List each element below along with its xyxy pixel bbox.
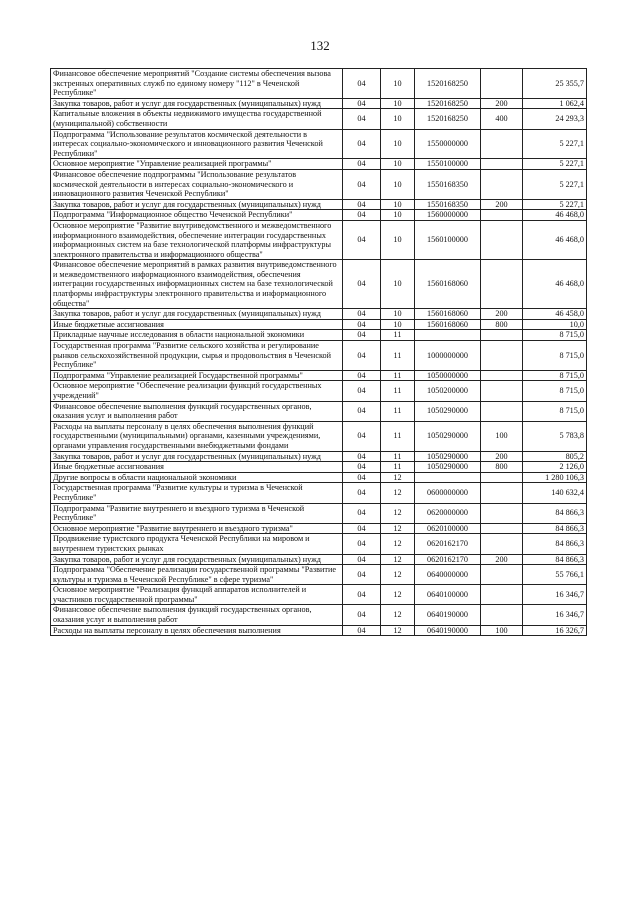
row-expense-type-cell: [481, 260, 523, 309]
row-name-cell: Иные бюджетные ассигнования: [51, 319, 343, 330]
row-amount-cell: 1 062,4: [523, 98, 587, 109]
row-amount-cell: 25 355,7: [523, 69, 587, 99]
table-row: [51, 69, 587, 99]
row-target-article-cell: 1050290000: [415, 462, 481, 473]
row-target-article-cell: 0620162170: [415, 534, 481, 554]
row-expense-type-cell: 800: [481, 462, 523, 473]
table-row: [51, 159, 587, 170]
row-name-cell: Подпрограмма "Обеспечение реализации государственной программы "Развитие культуры и туризма в Чеченской Республике" в сфере туризма": [51, 565, 343, 585]
table-row: [51, 483, 587, 503]
row-subsection-cell: 10: [381, 169, 415, 199]
table-row: [51, 309, 587, 320]
table-row: [51, 370, 587, 381]
row-target-article-cell: 0640000000: [415, 565, 481, 585]
row-expense-type-cell: 200: [481, 309, 523, 320]
row-section-cell: 04: [343, 523, 381, 534]
row-amount-cell: 5 227,1: [523, 169, 587, 199]
row-name-cell: Государственная программа "Развитие культуры и туризма в Чеченской Республике": [51, 483, 343, 503]
row-name-cell: Закупка товаров, работ и услуг для государственных (муниципальных) нужд: [51, 98, 343, 109]
row-amount-cell: 1 280 106,3: [523, 472, 587, 483]
row-target-article-cell: 0620162170: [415, 554, 481, 565]
row-section-cell: 04: [343, 585, 381, 605]
table-row: [51, 169, 587, 199]
row-expense-type-cell: [481, 523, 523, 534]
row-target-article-cell: 1550100000: [415, 159, 481, 170]
row-amount-cell: 84 866,3: [523, 523, 587, 534]
row-name-cell: Подпрограмма "Информационное общество Чеченской Республики": [51, 210, 343, 221]
row-subsection-cell: 12: [381, 534, 415, 554]
row-expense-type-cell: [481, 483, 523, 503]
row-amount-cell: 46 468,0: [523, 260, 587, 309]
row-subsection-cell: 11: [381, 451, 415, 462]
row-section-cell: 04: [343, 98, 381, 109]
row-target-article-cell: 0600000000: [415, 483, 481, 503]
budget-table-body: [51, 69, 587, 636]
row-name-cell: Расходы на выплаты персоналу в целях обеспечения выполнения функций государственными (муниципальными) органами, казенными учреждениями, органами управления государственными внебюджетными фондами: [51, 421, 343, 451]
row-amount-cell: 5 783,8: [523, 421, 587, 451]
row-section-cell: 04: [343, 472, 381, 483]
row-section-cell: 04: [343, 605, 381, 625]
row-target-article-cell: 0620000000: [415, 503, 481, 523]
row-expense-type-cell: [481, 169, 523, 199]
row-expense-type-cell: 800: [481, 319, 523, 330]
row-name-cell: Закупка товаров, работ и услуг для государственных (муниципальных) нужд: [51, 199, 343, 210]
row-section-cell: 04: [343, 625, 381, 636]
row-expense-type-cell: 200: [481, 451, 523, 462]
table-row: [51, 210, 587, 221]
row-subsection-cell: 11: [381, 330, 415, 341]
row-section-cell: 04: [343, 483, 381, 503]
row-section-cell: 04: [343, 169, 381, 199]
row-amount-cell: 10,0: [523, 319, 587, 330]
row-section-cell: 04: [343, 462, 381, 473]
row-name-cell: Государственная программа "Развитие сельского хозяйства и регулирование рынков сельскохозяйственной продукции, сырья и продовольствия в Чеченской Республике": [51, 341, 343, 371]
row-target-article-cell: 0640190000: [415, 625, 481, 636]
row-section-cell: 04: [343, 381, 381, 401]
row-name-cell: Основное мероприятие "Управление реализацией программы": [51, 159, 343, 170]
row-target-article-cell: 1000000000: [415, 341, 481, 371]
row-expense-type-cell: 400: [481, 109, 523, 129]
row-expense-type-cell: [481, 401, 523, 421]
row-expense-type-cell: 100: [481, 625, 523, 636]
table-row: [51, 330, 587, 341]
row-amount-cell: 805,2: [523, 451, 587, 462]
row-amount-cell: 84 866,3: [523, 534, 587, 554]
row-subsection-cell: 12: [381, 554, 415, 565]
table-row: [51, 421, 587, 451]
row-target-article-cell: 1520168250: [415, 69, 481, 99]
row-section-cell: 04: [343, 421, 381, 451]
row-target-article-cell: 1560000000: [415, 210, 481, 221]
row-name-cell: Закупка товаров, работ и услуг для государственных (муниципальных) нужд: [51, 554, 343, 565]
row-amount-cell: 2 126,0: [523, 462, 587, 473]
row-subsection-cell: 10: [381, 260, 415, 309]
table-row: [51, 534, 587, 554]
row-subsection-cell: 11: [381, 381, 415, 401]
row-target-article-cell: 1560100000: [415, 220, 481, 259]
row-amount-cell: 8 715,0: [523, 401, 587, 421]
row-expense-type-cell: [481, 210, 523, 221]
table-row: [51, 109, 587, 129]
row-section-cell: 04: [343, 401, 381, 421]
table-row: [51, 319, 587, 330]
row-amount-cell: 8 715,0: [523, 330, 587, 341]
table-row: [51, 341, 587, 371]
row-section-cell: 04: [343, 69, 381, 99]
row-subsection-cell: 10: [381, 220, 415, 259]
row-subsection-cell: 11: [381, 421, 415, 451]
row-name-cell: Финансовое обеспечение мероприятий "Создание системы обеспечения вызова экстренных оперативных служб по единому номеру "112" в Чеченской Республике": [51, 69, 343, 99]
row-expense-type-cell: [481, 585, 523, 605]
row-target-article-cell: 1050290000: [415, 421, 481, 451]
row-expense-type-cell: 100: [481, 421, 523, 451]
row-subsection-cell: 10: [381, 98, 415, 109]
table-row: [51, 129, 587, 159]
table-row: [51, 451, 587, 462]
row-amount-cell: 8 715,0: [523, 370, 587, 381]
row-subsection-cell: 10: [381, 159, 415, 170]
row-subsection-cell: 10: [381, 129, 415, 159]
row-amount-cell: 5 227,1: [523, 129, 587, 159]
row-name-cell: Другие вопросы в области национальной экономики: [51, 472, 343, 483]
row-section-cell: 04: [343, 210, 381, 221]
table-row: [51, 199, 587, 210]
row-section-cell: 04: [343, 220, 381, 259]
row-section-cell: 04: [343, 260, 381, 309]
row-amount-cell: 5 227,1: [523, 199, 587, 210]
row-section-cell: 04: [343, 199, 381, 210]
row-subsection-cell: 10: [381, 319, 415, 330]
page-number: 132: [310, 38, 330, 53]
row-name-cell: Продвижение туристского продукта Чеченской Республики на мировом и внутреннем туристских рынках: [51, 534, 343, 554]
row-expense-type-cell: 200: [481, 199, 523, 210]
row-section-cell: 04: [343, 341, 381, 371]
row-name-cell: Подпрограмма "Использование результатов космической деятельности в интересах социально-экономического и инновационного развития Чеченской Республики": [51, 129, 343, 159]
row-section-cell: 04: [343, 159, 381, 170]
table-row: [51, 472, 587, 483]
row-amount-cell: 84 866,3: [523, 554, 587, 565]
table-row: [51, 565, 587, 585]
row-amount-cell: 46 468,0: [523, 210, 587, 221]
table-row: [51, 625, 587, 636]
table-row: [51, 462, 587, 473]
table-row: [51, 503, 587, 523]
row-name-cell: Расходы на выплаты персоналу в целях обеспечения выполнения: [51, 625, 343, 636]
row-target-article-cell: 0620100000: [415, 523, 481, 534]
row-subsection-cell: 12: [381, 503, 415, 523]
row-section-cell: 04: [343, 534, 381, 554]
row-target-article-cell: [415, 330, 481, 341]
row-name-cell: Основное мероприятие "Обеспечение реализации функций государственных учреждений": [51, 381, 343, 401]
row-subsection-cell: 11: [381, 341, 415, 371]
row-expense-type-cell: 200: [481, 98, 523, 109]
row-amount-cell: 24 293,3: [523, 109, 587, 129]
row-target-article-cell: 0640100000: [415, 585, 481, 605]
row-name-cell: Прикладные научные исследования в области национальной экономики: [51, 330, 343, 341]
budget-table: [50, 68, 587, 636]
row-amount-cell: 16 346,7: [523, 585, 587, 605]
row-target-article-cell: 1560168060: [415, 319, 481, 330]
row-target-article-cell: 1050290000: [415, 401, 481, 421]
row-name-cell: Основное мероприятие "Реализация функций аппаратов исполнителей и участников государственной программы": [51, 585, 343, 605]
row-subsection-cell: 11: [381, 370, 415, 381]
row-section-cell: 04: [343, 451, 381, 462]
row-subsection-cell: 12: [381, 585, 415, 605]
row-subsection-cell: 12: [381, 565, 415, 585]
row-name-cell: Закупка товаров, работ и услуг для государственных (муниципальных) нужд: [51, 309, 343, 320]
row-target-article-cell: 1520168250: [415, 98, 481, 109]
row-target-article-cell: 1550168350: [415, 199, 481, 210]
row-target-article-cell: 1550000000: [415, 129, 481, 159]
row-name-cell: Капитальные вложения в объекты недвижимого имущества государственной (муниципальной) собственности: [51, 109, 343, 129]
row-amount-cell: 46 458,0: [523, 309, 587, 320]
row-expense-type-cell: [481, 129, 523, 159]
row-name-cell: Финансовое обеспечение подпрограммы "Использование результатов космической деятельности в интересах социально-экономического и инновационного развития Чеченской Республики": [51, 169, 343, 199]
row-amount-cell: 5 227,1: [523, 159, 587, 170]
row-section-cell: 04: [343, 129, 381, 159]
row-expense-type-cell: [481, 381, 523, 401]
table-row: [51, 220, 587, 259]
row-subsection-cell: 10: [381, 109, 415, 129]
row-target-article-cell: [415, 472, 481, 483]
row-name-cell: Финансовое обеспечение выполнения функций государственных органов, оказания услуг и выполнения работ: [51, 401, 343, 421]
row-expense-type-cell: [481, 370, 523, 381]
row-name-cell: Подпрограмма "Развитие внутреннего и въездного туризма в Чеченской Республике": [51, 503, 343, 523]
row-expense-type-cell: [481, 565, 523, 585]
row-expense-type-cell: [481, 503, 523, 523]
row-amount-cell: 8 715,0: [523, 381, 587, 401]
row-subsection-cell: 10: [381, 69, 415, 99]
row-expense-type-cell: [481, 220, 523, 259]
row-subsection-cell: 12: [381, 625, 415, 636]
table-row: [51, 381, 587, 401]
row-target-article-cell: 1050000000: [415, 370, 481, 381]
row-target-article-cell: 1560168060: [415, 309, 481, 320]
table-row: [51, 554, 587, 565]
row-target-article-cell: 1520168250: [415, 109, 481, 129]
row-section-cell: 04: [343, 109, 381, 129]
row-expense-type-cell: [481, 605, 523, 625]
row-section-cell: 04: [343, 554, 381, 565]
row-expense-type-cell: [481, 472, 523, 483]
row-target-article-cell: 1550168350: [415, 169, 481, 199]
table-row: [51, 523, 587, 534]
row-target-article-cell: 0640190000: [415, 605, 481, 625]
row-name-cell: Основное мероприятие "Развитие внутриведомственного и межведомственного информационного взаимодействия, обеспечение интеграции государственных информационных систем на базе технологической платформы инфраструктуры электронного правительства и информационного общества": [51, 220, 343, 259]
table-row: [51, 585, 587, 605]
row-expense-type-cell: 200: [481, 554, 523, 565]
row-name-cell: Основное мероприятие "Развитие внутреннего и въездного туризма": [51, 523, 343, 534]
row-subsection-cell: 12: [381, 523, 415, 534]
table-row: [51, 401, 587, 421]
row-expense-type-cell: [481, 159, 523, 170]
row-name-cell: Подпрограмма "Управление реализацией Государственной программы": [51, 370, 343, 381]
row-section-cell: 04: [343, 309, 381, 320]
row-target-article-cell: 1050290000: [415, 451, 481, 462]
row-section-cell: 04: [343, 370, 381, 381]
row-expense-type-cell: [481, 330, 523, 341]
row-section-cell: 04: [343, 503, 381, 523]
row-amount-cell: 8 715,0: [523, 341, 587, 371]
row-name-cell: Закупка товаров, работ и услуг для государственных (муниципальных) нужд: [51, 451, 343, 462]
row-amount-cell: 16 346,7: [523, 605, 587, 625]
table-row: [51, 260, 587, 309]
row-expense-type-cell: [481, 341, 523, 371]
row-subsection-cell: 12: [381, 472, 415, 483]
row-target-article-cell: 1050200000: [415, 381, 481, 401]
row-expense-type-cell: [481, 534, 523, 554]
row-subsection-cell: 10: [381, 199, 415, 210]
row-subsection-cell: 11: [381, 462, 415, 473]
row-subsection-cell: 11: [381, 401, 415, 421]
table-row: [51, 605, 587, 625]
row-amount-cell: 140 632,4: [523, 483, 587, 503]
row-expense-type-cell: [481, 69, 523, 99]
row-amount-cell: 55 766,1: [523, 565, 587, 585]
row-section-cell: 04: [343, 330, 381, 341]
table-row: [51, 98, 587, 109]
row-name-cell: Финансовое обеспечение мероприятий в рамках развития внутриведомственного и межведомственного информационного взаимодействия, обеспечения интеграции государственных информационных систем на базе технологической платформы инфраструктуры электронного правительства и информационного общества": [51, 260, 343, 309]
row-subsection-cell: 12: [381, 605, 415, 625]
row-amount-cell: 46 468,0: [523, 220, 587, 259]
row-amount-cell: 16 326,7: [523, 625, 587, 636]
row-subsection-cell: 10: [381, 210, 415, 221]
row-subsection-cell: 12: [381, 483, 415, 503]
row-subsection-cell: 10: [381, 309, 415, 320]
row-target-article-cell: 1560168060: [415, 260, 481, 309]
row-section-cell: 04: [343, 319, 381, 330]
row-amount-cell: 84 866,3: [523, 503, 587, 523]
row-name-cell: Иные бюджетные ассигнования: [51, 462, 343, 473]
row-name-cell: Финансовое обеспечение выполнения функций государственных органов, оказания услуг и выполнения работ: [51, 605, 343, 625]
row-section-cell: 04: [343, 565, 381, 585]
